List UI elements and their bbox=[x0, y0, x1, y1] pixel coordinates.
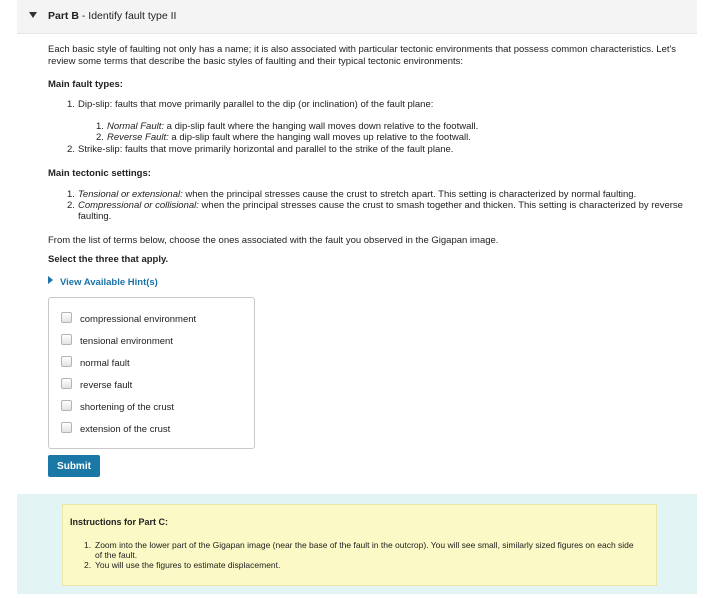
list-number: 1. bbox=[67, 189, 75, 200]
checkbox[interactable] bbox=[61, 422, 72, 433]
part-name: Identify fault type II bbox=[88, 10, 177, 22]
part-label: Part B bbox=[48, 10, 79, 22]
choice-label: compressional environment bbox=[80, 314, 197, 325]
instructions-panel bbox=[17, 494, 697, 594]
part-b-header[interactable] bbox=[17, 0, 697, 34]
list-number: 2. bbox=[96, 132, 104, 143]
checkbox[interactable] bbox=[61, 356, 72, 367]
view-hints-link[interactable] bbox=[48, 276, 158, 288]
checkbox[interactable] bbox=[61, 312, 72, 323]
submit-button[interactable]: Submit bbox=[48, 455, 100, 477]
list-text: a dip-slip fault where the hanging wall moves down relative to the footwall. bbox=[164, 121, 479, 132]
list-number: 2. bbox=[84, 560, 92, 570]
list-number: 2. bbox=[67, 144, 75, 155]
list-text: Zoom into the lower part of the Gigapan image (near the base of the fault in the outcrop). You will see small, similarly sized figures on each side of the fault. bbox=[95, 540, 634, 560]
instructions-list bbox=[84, 540, 640, 570]
choice-normal-fault[interactable] bbox=[61, 356, 130, 368]
choice-extension-of-crust[interactable] bbox=[61, 422, 170, 434]
select-instruction: Select the three that apply. bbox=[48, 254, 169, 265]
list-number: 1. bbox=[84, 540, 92, 550]
list-text: a dip-slip fault where the hanging wall moves up relative to the footwall. bbox=[168, 132, 471, 143]
list-item bbox=[67, 144, 678, 155]
fault-types-list-cont bbox=[67, 144, 678, 155]
collapse-caret-icon[interactable] bbox=[29, 12, 37, 18]
part-separator: - bbox=[78, 10, 89, 22]
choice-label: normal fault bbox=[80, 358, 130, 369]
choice-compressional-environment[interactable] bbox=[61, 312, 196, 324]
tectonic-settings-list bbox=[67, 189, 690, 222]
list-number: 1. bbox=[67, 99, 75, 110]
list-text: Strike-slip: faults that move primarily horizontal and parallel to the strike of the fault plane. bbox=[78, 144, 454, 155]
list-item bbox=[67, 189, 690, 200]
list-text: when the principal stresses cause the crust to smash together and thicken. This setting is characterized by reverse faulting. bbox=[78, 200, 683, 222]
list-text: when the principal stresses cause the crust to stretch apart. This setting is characterized by normal faulting. bbox=[182, 189, 637, 200]
choice-shortening-of-crust[interactable] bbox=[61, 400, 174, 412]
term: Compressional or collisional: bbox=[78, 200, 199, 211]
part-title bbox=[48, 10, 176, 22]
instructions-box bbox=[62, 504, 657, 586]
choice-label: reverse fault bbox=[80, 380, 133, 391]
list-item bbox=[84, 540, 640, 560]
choice-reverse-fault[interactable] bbox=[61, 378, 132, 390]
main-tectonic-settings-heading: Main tectonic settings: bbox=[48, 168, 151, 179]
choices-box bbox=[48, 297, 255, 449]
term: Normal Fault: bbox=[107, 121, 165, 132]
checkbox[interactable] bbox=[61, 378, 72, 389]
dip-slip-sublist bbox=[96, 121, 667, 143]
term: Reverse Fault: bbox=[107, 132, 169, 143]
hint-link-label: View Available Hint(s) bbox=[60, 277, 158, 288]
choice-tensional-environment[interactable] bbox=[61, 334, 173, 346]
list-item bbox=[96, 132, 667, 143]
instructions-heading: Instructions for Part C: bbox=[70, 517, 169, 527]
choice-label: tensional environment bbox=[80, 336, 173, 347]
list-text: You will use the figures to estimate displacement. bbox=[95, 560, 281, 570]
main-fault-types-heading: Main fault types: bbox=[48, 79, 123, 90]
list-item bbox=[96, 121, 667, 132]
term: Tensional or extensional: bbox=[78, 189, 183, 200]
choice-label: extension of the crust bbox=[80, 424, 171, 435]
expand-triangle-icon bbox=[48, 276, 53, 284]
question-text: From the list of terms below, choose the ones associated with the fault you observed in the Gigapan image. bbox=[48, 235, 499, 246]
list-item bbox=[67, 99, 678, 110]
checkbox[interactable] bbox=[61, 400, 72, 411]
intro-text: Each basic style of faulting not only has a name; it is also associated with particular tectonic environments that possess common characteristics. Let's review some terms that describe the basic styles of faulting and their typical tectonic environments: bbox=[48, 44, 677, 67]
list-item bbox=[84, 560, 640, 570]
list-number: 1. bbox=[96, 121, 104, 132]
list-number: 2. bbox=[67, 200, 75, 211]
checkbox[interactable] bbox=[61, 334, 72, 345]
list-item bbox=[67, 200, 690, 222]
fault-types-list bbox=[67, 99, 678, 110]
choice-label: shortening of the crust bbox=[80, 402, 174, 413]
list-text: Dip-slip: faults that move primarily parallel to the dip (or inclination) of the fault plane: bbox=[78, 99, 434, 110]
